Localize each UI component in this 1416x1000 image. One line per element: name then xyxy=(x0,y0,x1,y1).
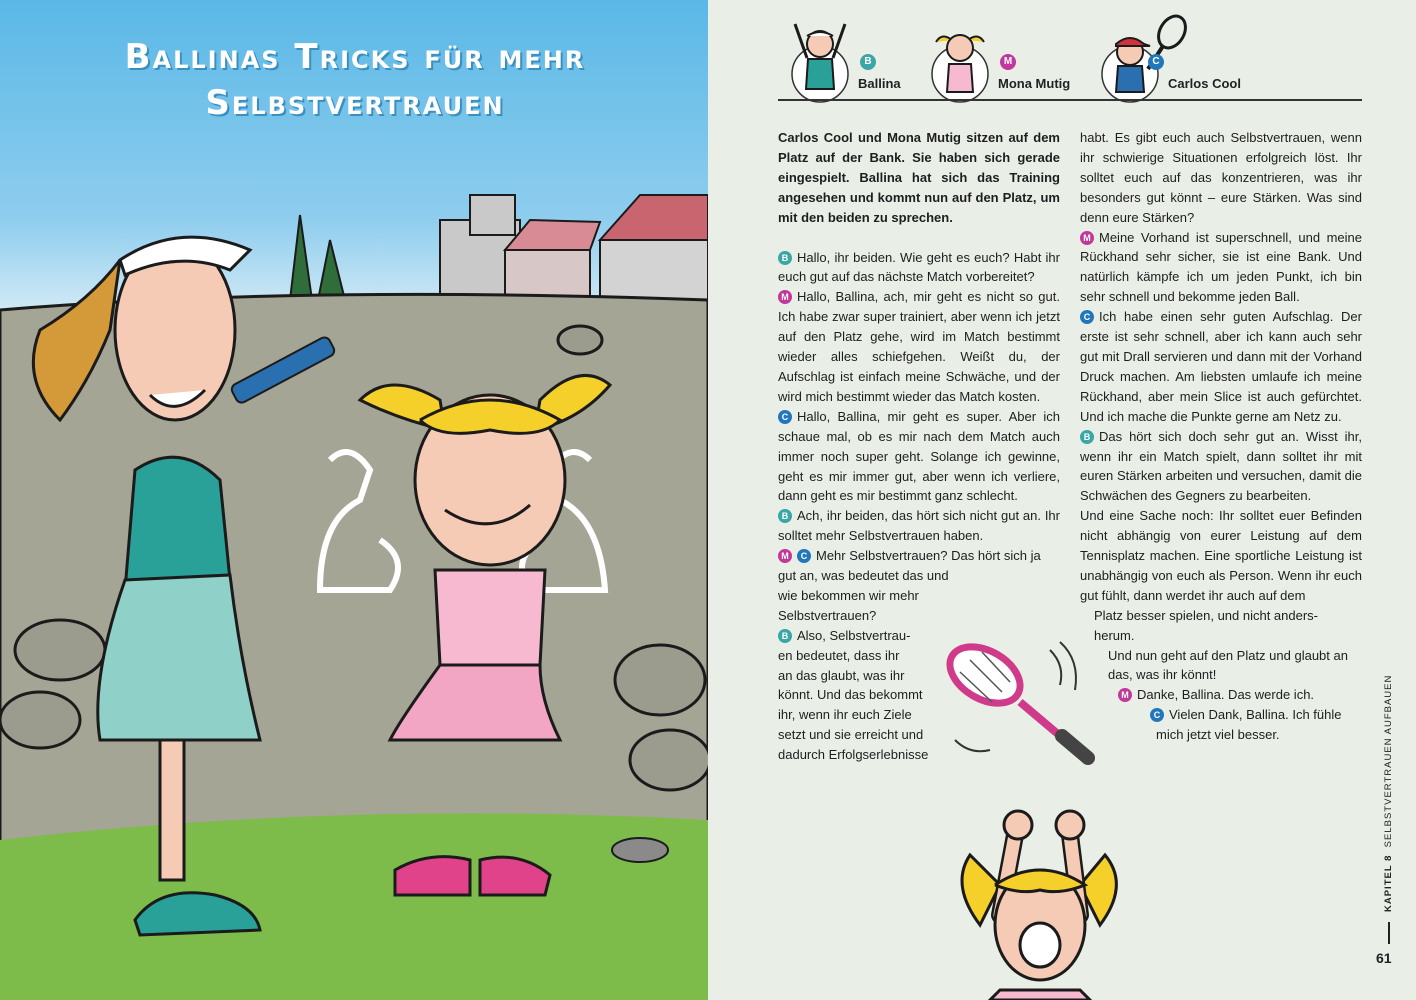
ballina-portrait-icon xyxy=(790,14,850,104)
dialogue-line: Platz besser spielen, und nicht anders- xyxy=(1094,607,1319,623)
chapter-marker xyxy=(1388,922,1390,944)
dialogue-ballina-4 xyxy=(1080,427,1362,507)
character-carlos xyxy=(1080,14,1260,104)
title-line-1: Ballinas Tricks für mehr xyxy=(124,37,586,77)
dialogue-ballina-5: Und eine Sache noch: Ihr solltet euer Befinden nicht abhängig von eurer Leistung auf dem Tennisplatz machen. Eine sportliche Leistung ist unabhängig von euch als Person. Wenn ihr euch gut fühlt, dann werdet ihr auch auf dem xyxy=(1080,508,1362,603)
dialogue-carlos-3 xyxy=(1080,705,1362,725)
dialogue-line: Und nun geht auf den Platz und glaubt an xyxy=(1108,647,1348,663)
intro-paragraph: Carlos Cool und Mona Mutig sitzen auf dem Platz auf der Bank. Sie haben sich gerade eingespielt. Ballina hat sich das Training angesehen und kommt nun auf den Platz, um mit den beiden zu sprechen. xyxy=(778,130,1060,225)
carlos-badge: C xyxy=(1148,54,1164,70)
ballina-speaker-icon: B xyxy=(778,251,792,265)
ballina-name: Ballina xyxy=(858,76,901,91)
dialogue-text: Danke, Ballina. Das werde ich. xyxy=(1137,687,1315,703)
dialogue-mona-2 xyxy=(1080,228,1362,308)
dialogue-line: könnt. Und das bekommt xyxy=(778,687,923,703)
dialogue-line: wie bekommen wir mehr xyxy=(778,587,919,603)
chapter-title: SELBSTVERTRAUEN AUFBAUEN xyxy=(1383,674,1394,848)
chapter-label xyxy=(1383,675,1394,912)
carlos-speaker-icon: C xyxy=(1150,708,1164,722)
chapter-number: KAPITEL 8 xyxy=(1383,854,1394,912)
tennis-racket-icon xyxy=(940,630,1100,780)
mona-speaker-icon: M xyxy=(1118,688,1132,702)
dialogue-line: an das glaubt, was ihr xyxy=(778,667,905,683)
carlos-name: Carlos Cool xyxy=(1168,76,1241,91)
dialogue-line: herum. xyxy=(1094,627,1135,643)
dialogue-text: Hallo, ihr beiden. Wie geht es euch? Habt ihr euch gut auf das nächste Match vorbereitet? xyxy=(778,249,1060,285)
dialogue-text: Mehr Selbstvertrauen? Das hört sich ja gut an, was bedeutet das und xyxy=(778,548,1041,584)
dialogue-line: dadurch Erfolgserlebnisse xyxy=(778,747,929,763)
dialogue-text: Ach, ihr beiden, das hört sich nicht gut an. Ihr solltet mehr Selbstvertrauen haben. xyxy=(778,508,1060,544)
dialogue-line: das, was ihr könnt! xyxy=(1108,667,1217,683)
carlos-speaker-icon: C xyxy=(797,549,811,563)
ballina-speaker-icon: B xyxy=(1080,430,1094,444)
dialogue-mona-carlos xyxy=(778,546,1060,586)
character-mona xyxy=(930,14,1080,104)
dialogue-line: Selbstvertrauen? xyxy=(778,607,877,623)
dialogue-line: en bedeutet, dass ihr xyxy=(778,647,900,663)
character-ballina xyxy=(790,14,910,104)
dialogue-text: Hallo, Ballina, ach, mir geht es nicht so gut. Ich habe zwar super trainiert, aber wenn ich jetzt auf den Platz gehe, wird im Match bestimmt wieder alles schiefgehen. Weißt du, der Aufschlag ist einfach meine Schwäche, und der wird mich bestimmt wieder das Match kosten. xyxy=(778,289,1060,404)
mona-speaker-icon: M xyxy=(1080,231,1094,245)
dialogue-text: Meine Vorhand ist superschnell, und meine Rückhand sehr sicher, sie ist eine Bank. Und natürlich kämpfe ich um jeden Punkt, ich bin sehr schnell und bekomme jeden Ball. xyxy=(1080,229,1362,305)
cheering-girl-illustration xyxy=(940,795,1140,1000)
ballina-speaker-icon: B xyxy=(778,509,792,523)
text-column-2 xyxy=(1080,128,1362,745)
mona-name: Mona Mutig xyxy=(998,76,1071,91)
mona-speaker-icon: M xyxy=(778,549,792,563)
dialogue-text: Also, Selbstvertrau- xyxy=(797,627,911,643)
carlos-speaker-icon: C xyxy=(778,410,792,424)
dialogue-carlos-1 xyxy=(778,407,1060,507)
dialogue-line: setzt und sie erreicht und xyxy=(778,727,924,743)
dialogue-carlos-2 xyxy=(1080,307,1362,426)
dialogue-line: mich jetzt viel besser. xyxy=(1156,727,1280,743)
dialogue-ballina-1 xyxy=(778,248,1060,288)
mona-badge: M xyxy=(1000,54,1016,70)
dialogue-text: Das hört sich doch sehr gut an. Wisst ihr, wenn ihr ein Match spielt, dann solltet ihr mit euren Stärken arbeiten und versuchen, damit die Schwächen des Gegners zu bearbeiten. xyxy=(1080,428,1362,504)
dialogue-text: Hallo, Ballina, mir geht es super. Aber ich schaue mal, ob es mir nach dem Match auch immer noch super geht. Solange ich gewinne, geht es mir immer gut, aber wenn ich verliere, dann geht es mir bestimmt ganz schlecht. xyxy=(778,408,1060,504)
dialogue-ballina-continued: habt. Es gibt euch auch Selbstvertrauen, wenn ihr schwierige Situationen erfolgreich löst. Ihr solltet euch auf das konzentrieren, was ihr besonders gut könnt – eure Stärken. Was sind denn eure Stärken? xyxy=(1080,130,1362,225)
mona-speaker-icon: M xyxy=(778,290,792,304)
dialogue-mona-1 xyxy=(778,287,1060,406)
dialogue-line: ihr, wenn ihr euch Ziele xyxy=(778,707,912,723)
ballina-speaker-icon: B xyxy=(778,629,792,643)
header-divider xyxy=(778,99,1362,101)
dialogue-mona-3 xyxy=(1080,685,1362,705)
dialogue-ballina-2 xyxy=(778,506,1060,546)
title-line-2: Selbstvertrauen xyxy=(205,83,505,123)
carlos-speaker-icon: C xyxy=(1080,310,1094,324)
dialogue-text: Ich habe einen sehr guten Aufschlag. Der erste ist sehr schnell, aber ich kann auch sehr gut mit Drall servieren und dann mit der Vorhand Druck machen. Am liebsten umlaufe ich meine Rückhand, aber mein Slice ist auch gefürchtet. Und ich mache die Punkte gerne am Netz zu. xyxy=(1080,309,1362,424)
page-number: 61 xyxy=(1376,950,1392,966)
page-title xyxy=(40,34,670,126)
dialogue-text: Vielen Dank, Ballina. Ich fühle xyxy=(1169,707,1342,723)
mona-portrait-icon xyxy=(930,14,990,104)
ballina-badge: B xyxy=(860,54,876,70)
